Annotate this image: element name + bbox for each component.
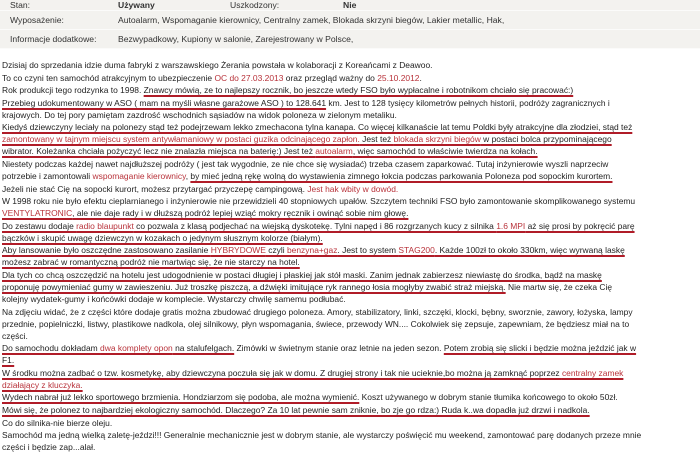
description-paragraph bbox=[2, 59, 698, 71]
underlined-text: F1. bbox=[2, 355, 15, 366]
text-line bbox=[2, 183, 698, 195]
text-segment: Nie martw się, że czeka Cię bbox=[505, 281, 613, 292]
highlighted-text: HYBRYDOWE bbox=[210, 245, 266, 256]
text-line bbox=[2, 109, 698, 121]
description-paragraph bbox=[2, 84, 698, 96]
text-segment: W 1998 roku nie było efektu cieplarnianego i inżynierowie nie przewidzieli 40 stopniowych upałów. Szczytem techniki FSO było zamontowanie skomplikowanego systemu bbox=[2, 196, 636, 207]
text-segment: . bbox=[419, 72, 422, 83]
text-segment: Co do silnika-nie bierze oleju. bbox=[2, 417, 113, 428]
text-segment: Na zdjęciu widać, że z części które dodaje gratis można zbudować drugiego poloneza. Amory, stabilizatory, linki, szczęki, klocki, bębny, sworznie, zawory, łożyska, lampy bbox=[2, 306, 633, 317]
text-line bbox=[2, 84, 698, 96]
underlined-text: czyli bbox=[265, 245, 287, 256]
underlined-text: Aby lansowanie było oszczędne zastosowano zasilanie bbox=[2, 245, 211, 256]
text-line bbox=[2, 318, 698, 330]
underlined-text: Dla tych co chcą oszczędzić na hotelu jest udogodnienie w postaci długiej i płaskiej jak stół maski. Zanim jednak zabierzesz niewiastę do środka, bądź na maskę bbox=[2, 269, 602, 280]
underlined-text: . Jest to system bbox=[337, 245, 399, 256]
text-line bbox=[2, 195, 698, 207]
description-paragraph bbox=[2, 158, 698, 182]
spec-value: Autoalarm, Wspomaganie kierownicy, Centralny zamek, Blokada skrzyni biegów, Lakier metallic, Hak, bbox=[118, 15, 505, 25]
underlined-text: . Każde 100zł to około 330km, więc wyrwaną laskę bbox=[434, 245, 625, 256]
spec-value: Używany bbox=[118, 0, 155, 10]
underlined-text: by mieć jedną rękę wolną do wystawienia zimnego łokcia podczas parkowania Poloneza pod sopockim kurortem. bbox=[190, 170, 613, 181]
highlighted-text: radio blaupunkt bbox=[76, 220, 134, 231]
highlighted-text: dwa komplety opon bbox=[100, 343, 173, 354]
text-segment: Dzisiaj do sprzedania idzie duma fabryki z warszawskiego Żerania powstała w kolaboracji z Koreańcami z Deawoo. bbox=[2, 60, 433, 70]
text-line bbox=[2, 97, 698, 109]
text-segment: krajowych. Do tej pory pamiętam zazdrość wschodnich sąsiadów na widok poloneza w zielonym metaliku. bbox=[2, 109, 397, 120]
highlighted-text: autoalarm bbox=[315, 146, 353, 157]
text-line bbox=[2, 59, 698, 71]
text-line bbox=[2, 429, 698, 441]
description-paragraph bbox=[2, 391, 698, 403]
underlined-text: Do zestawu dodaje bbox=[2, 220, 77, 231]
text-segment: części i będzie zap...alał. bbox=[2, 442, 96, 453]
underlined-text: Przebieg udokumentowany w ASO ( mam na myśli własne garażowe ASO ) to 128.641 bbox=[2, 97, 327, 108]
text-segment: Zimówki w świetnym stanie oraz letnie na jeden sezon. bbox=[234, 343, 444, 354]
description-paragraph bbox=[2, 220, 698, 244]
description-paragraph bbox=[2, 244, 698, 268]
highlighted-text: zamontowany w tajnym miejscu system antywłamaniowy w postaci guzika odcinającego zapłon. bbox=[2, 134, 360, 145]
spec-label: Stan: bbox=[10, 0, 31, 10]
highlighted-text: benzyna+gaz bbox=[286, 245, 338, 256]
spec-row-equipment bbox=[0, 11, 700, 30]
spec-value: Nie bbox=[343, 0, 357, 10]
highlighted-text: STAG200 bbox=[398, 245, 435, 256]
description-paragraph bbox=[2, 97, 698, 121]
highlighted-text: 1.6 MPI bbox=[496, 220, 526, 231]
text-segment: części. bbox=[2, 330, 28, 341]
highlighted-text: wspomaganie kierownicy bbox=[92, 170, 186, 181]
text-segment: przednie, popielniczki, listwy, plastikowe nadkola, olej silnikowy, płyn wspomagania, świece, przewody WN.... Cokolwiek się zepsuje, zapewniam, że będziesz miał na to bbox=[2, 318, 630, 329]
text-line bbox=[2, 293, 698, 305]
text-line bbox=[2, 256, 698, 268]
spec-table bbox=[0, 0, 700, 49]
description-paragraph bbox=[2, 367, 698, 391]
text-line bbox=[2, 72, 698, 84]
highlighted-text: centralny zamek bbox=[561, 367, 624, 378]
highlighted-text: 25.10.2012 bbox=[377, 72, 420, 83]
text-segment: Samochód ma jedną wielką zaletę-jeździ!!! Generalnie mechanicznie jest w dobrym stanie, ale wystarczy poświęcić mu weekend, zamontować parę dodanych przeze mnie bbox=[2, 430, 642, 441]
text-line bbox=[2, 342, 698, 354]
description-paragraph bbox=[2, 429, 698, 453]
spec-label: Informacje dodatkowe: bbox=[10, 34, 97, 44]
text-segment: , bbox=[185, 170, 191, 181]
underlined-text: Wydech nabrał już lekko sportowego brzmienia. Hondziarzom się podoba, ale można wymienić. bbox=[2, 392, 360, 403]
text-line bbox=[2, 269, 698, 281]
text-line bbox=[2, 220, 698, 232]
underlined-text: Potem zrobią się slicki i będzie można jeździć jak w bbox=[443, 343, 637, 354]
spec-row-additional-info bbox=[0, 30, 700, 49]
underlined-text: wibrator. Koleżanka chciała pożyczyć lecz nie znalazła miejsca na baterię:) Jest też bbox=[2, 146, 316, 157]
underlined-text: Mówi się, że polonez to najbardziej ekologiczny samochód. Dlaczego? Za 10 lat pewnie sam zniknie, bo zje go rdza:) Ruda k..wa dopadła już drzwi i nadkola. bbox=[2, 404, 590, 415]
spec-label: Uszkodzony: bbox=[230, 0, 280, 10]
text-line bbox=[2, 379, 698, 391]
spec-value: Bezwypadkowy, Kupiony w salonie, Zarejestrowany w Polsce, bbox=[118, 34, 354, 44]
text-line bbox=[2, 281, 698, 293]
underlined-text: w postaci bolca przypominającego bbox=[480, 134, 612, 145]
description-paragraph bbox=[2, 404, 698, 416]
text-segment: Koszt używanego w dobrym stanie tłumika końcowego to około 50zł. bbox=[359, 392, 618, 403]
underlined-text: możesz zabrać w romantyczną podróż nie martwiąc się, że nie starczy na hotel. bbox=[2, 257, 300, 268]
underlined-text: proponuję powymieniać gumy w zawieszeniu. Już troszkę piszczą, a dźwięki imitujące ryk rannego łosia mogłyby zwabić straż miejską. bbox=[2, 281, 506, 292]
description-paragraph bbox=[2, 306, 698, 342]
highlighted-text: OC do 27.03.2013 bbox=[214, 72, 284, 83]
text-line bbox=[2, 441, 698, 453]
text-line bbox=[2, 367, 698, 379]
description-paragraph bbox=[2, 121, 698, 157]
description-paragraph bbox=[2, 195, 698, 219]
underlined-text: bączków i skupić uwagę dziewczyn w kozakach o jedynym słusznym kolorze (białym). bbox=[2, 232, 323, 243]
text-line bbox=[2, 244, 698, 256]
text-segment: Jeżeli nie stać Cię na sopocki kurort, możesz przytargać przyczepę campingową. bbox=[2, 183, 308, 194]
text-segment: Rok produkcji tego rodzynka to 1998. bbox=[2, 85, 144, 96]
text-segment: km. Jest to 128 tysięcy kilometrów pełnych historii, podróży zagranicznych i bbox=[326, 97, 610, 108]
spec-label: Wyposażenie: bbox=[10, 15, 64, 25]
text-line bbox=[2, 330, 698, 342]
underlined-text: Jest też bbox=[359, 134, 394, 145]
highlighted-text: VENTYLATRONIC bbox=[2, 208, 73, 219]
highlighted-text: działający z kluczyka. bbox=[2, 379, 83, 390]
text-line bbox=[2, 207, 698, 219]
spec-row-condition bbox=[0, 0, 700, 11]
description-paragraph bbox=[2, 269, 698, 305]
text-line bbox=[2, 354, 698, 366]
text-line bbox=[2, 158, 698, 170]
underlined-text: , więc samochód to właściwie twierdza na kołach. bbox=[352, 146, 538, 157]
text-line bbox=[2, 121, 698, 133]
text-line bbox=[2, 170, 698, 182]
text-line bbox=[2, 133, 698, 145]
description-paragraph bbox=[2, 72, 698, 84]
text-segment: kolejny wydatek-gumy i końcówki dodaje w komplecie. Wystarczy chwilę samemu podłubać. bbox=[2, 293, 346, 304]
highlighted-text: blokada skrzyni biegów bbox=[393, 134, 481, 145]
underlined-text: Do samochodu dokładam bbox=[2, 343, 101, 354]
underlined-text: na stalufelgach. bbox=[172, 343, 235, 354]
description-paragraph bbox=[2, 342, 698, 366]
text-segment: To co czyni ten samochód atrakcyjnym to ubezpieczenie bbox=[2, 72, 215, 83]
text-segment: potrzebie i zamontowali bbox=[2, 170, 93, 181]
listing-description bbox=[2, 59, 698, 454]
underlined-text: W środku można zadbać o tzw. kosmetykę, aby dziewczyna poczuła się jak w domu. Z drugiej strony i tak nie ucieknie,bo można ją zamknąć poprzez bbox=[2, 367, 562, 378]
highlighted-text: Jest hak wbity w dowód. bbox=[307, 183, 399, 194]
underlined-text: , ale nie daje rady i w dłuższą podróż lepiej wziąć mokry ręcznik i owinąć sobie nim głowę. bbox=[72, 208, 409, 219]
description-paragraph bbox=[2, 183, 698, 195]
text-line bbox=[2, 232, 698, 244]
text-line bbox=[2, 417, 698, 429]
text-segment: Niestety podczas każdej nawet najdłuższej podróży ( jest tak wygodnie, ze nie chce się wysiadać) trzeba czasem zaparkować. Tutaj inżynierowie wyszli naprzeciw bbox=[2, 158, 609, 169]
text-line bbox=[2, 404, 698, 416]
underlined-text: aż się prosi by pokręcić parę bbox=[525, 220, 635, 231]
underlined-text: Kiedyś dziewczyny leciały na polonezy stąd też podejrzewam lekko zmechacona tylna kanapa. Co więcej kilkanaście lat temu Poldki były atrakcyjne dla złodziei, stąd też bbox=[2, 122, 633, 133]
text-segment: oraz przegląd ważny do bbox=[283, 72, 378, 83]
underlined-text: co pozwala z klasą podjechać na wiejską dyskotekę. Tylni napęd i 86 rozgrzanych kucy z silnika bbox=[133, 220, 497, 231]
underlined-text: Znawcy mówią, ze to najlepszy rocznik, bo jeszcze wtedy FSO było wypłacalne i robotnikom chciało się pracować:) bbox=[143, 85, 574, 96]
text-line bbox=[2, 306, 698, 318]
text-line bbox=[2, 391, 698, 403]
text-line bbox=[2, 145, 698, 157]
description-paragraph bbox=[2, 417, 698, 429]
